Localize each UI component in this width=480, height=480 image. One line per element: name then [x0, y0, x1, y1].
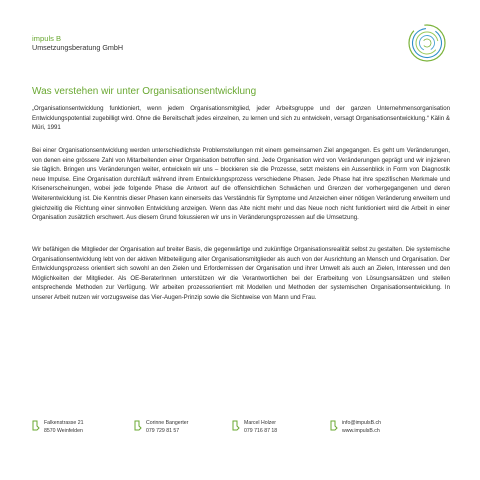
footer-address	[32, 419, 84, 435]
footer-contact-2	[232, 419, 277, 435]
company-name: impuls B	[32, 34, 62, 43]
location-icon	[32, 420, 40, 432]
mail-web-icon	[330, 420, 338, 432]
page-headline: Was verstehen wir unter Organisationsentwicklung	[32, 86, 257, 97]
footer-city: 8570 Weinfelden	[44, 428, 83, 435]
phone-icon	[134, 420, 142, 432]
footer-contact-2-phone[interactable]: 079 716 87 18	[244, 428, 278, 435]
body-paragraph-1: Bei einer Organisationsentwicklung werden unterschiedlichste Problemstellungen mit einem gemeinsamen Ziel angegangen. Es geht um Veränderungen, von denen eine grössere Zahl von Mitarbeitenden einer Organisation betroffen sind. Jede Organisation wird von Veränderungen geprägt und wir injizieren sie täglich. Bringen uns Veränderungen weiter, entwickeln wir uns – blockieren sie die Prozesse, setzt meistens ein Aussenblick in Form von Diagnostik neue Impulse. Eine Organisation durchläuft während ihrem Entwicklungsprozess verschiedene Phasen. Jede Phase hat ihre spezifischen Merkmale und Krisenerscheinungen, wobei jede folgende Phase die Antwort auf die offensichtlichen Schwächen und Grenzen der vorhergegangenen und deren Weiterentwicklung ist. Die Kenntnis dieser Phasen kann einerseits das Verständnis für Symptome und Anzeichen einer nötigen Veränderung erweitern und gleichzeitig die Richtung einer sinnvollen Entwicklung anzeigen. Wenn das Alte nicht mehr und das Neue noch nicht funktioniert wird die Arbeit in einer Organisation zusätzlich erschwert. Aus diesem Grund fokussieren wir uns in Veränderungsprozessen auf die Umsetzung.	[32, 147, 450, 222]
brand-block	[32, 34, 123, 52]
circular-swirl-logo-icon	[406, 22, 448, 64]
footer-web	[330, 419, 381, 435]
company-tagline: Umsetzungsberatung GmbH	[32, 43, 124, 52]
intro-quote: „Organisationsentwicklung funktioniert, wenn jedem Organisationsmitglied, jeder Arbeitsgruppe und der ganzen Unternehmensorganisation Entwicklungspotential zugebilligt wird. Ohne die Bereitschaft jedes einzelnen, zu lernen und sich zu entwickeln, versagt Organisationsentwicklung.“ Kälin & Müri, 1991	[32, 105, 450, 132]
footer-contact-1	[134, 419, 188, 435]
footer-website-link[interactable]: www.impulsB.ch	[342, 428, 380, 435]
footer-contact-1-name: Corinne Bangerter	[146, 420, 189, 426]
phone-icon	[232, 420, 240, 432]
body-paragraph-2: Wir befähigen die Mitglieder der Organisation auf breiter Basis, die gegenwärtige und zukünftige Organisationsrealität selbst zu gestalten. Die systemische Organisationsentwicklung lebt von der aktiven Mitbeteiligung aller Organisationsmitglieder als auch von der Ausrichtung an Mensch und Organisation. Der Entwicklungsprozess orientiert sich sowohl an den Zielen und Erfordernissen der Organisation und ihrer Umwelt als auch an Zielen, Interessen und den Möglichkeiten der Mitglieder. Als OE-BeraterInnen unterstützen wir die Verantwortlichen bei der Erarbeitung von Lösungsansätzen und stellen entsprechende Methoden zur Verfügung. Wir arbeiten prozessorientiert mit Modellen und Methoden der systemischen Organisationsentwicklung. In unserer Arbeit nutzen wir vorzugsweise das Vier-Augen-Prinzip sowie die Sichtweise von Mann und Frau.	[32, 246, 450, 301]
footer-contact-2-name: Marcel Holzer	[244, 420, 276, 426]
footer-contact-1-phone[interactable]: 079 729 81 57	[146, 428, 180, 435]
footer-email-link[interactable]: info@impulsB.ch	[342, 420, 381, 426]
footer-street: Falkenstrasse 21	[44, 420, 84, 426]
